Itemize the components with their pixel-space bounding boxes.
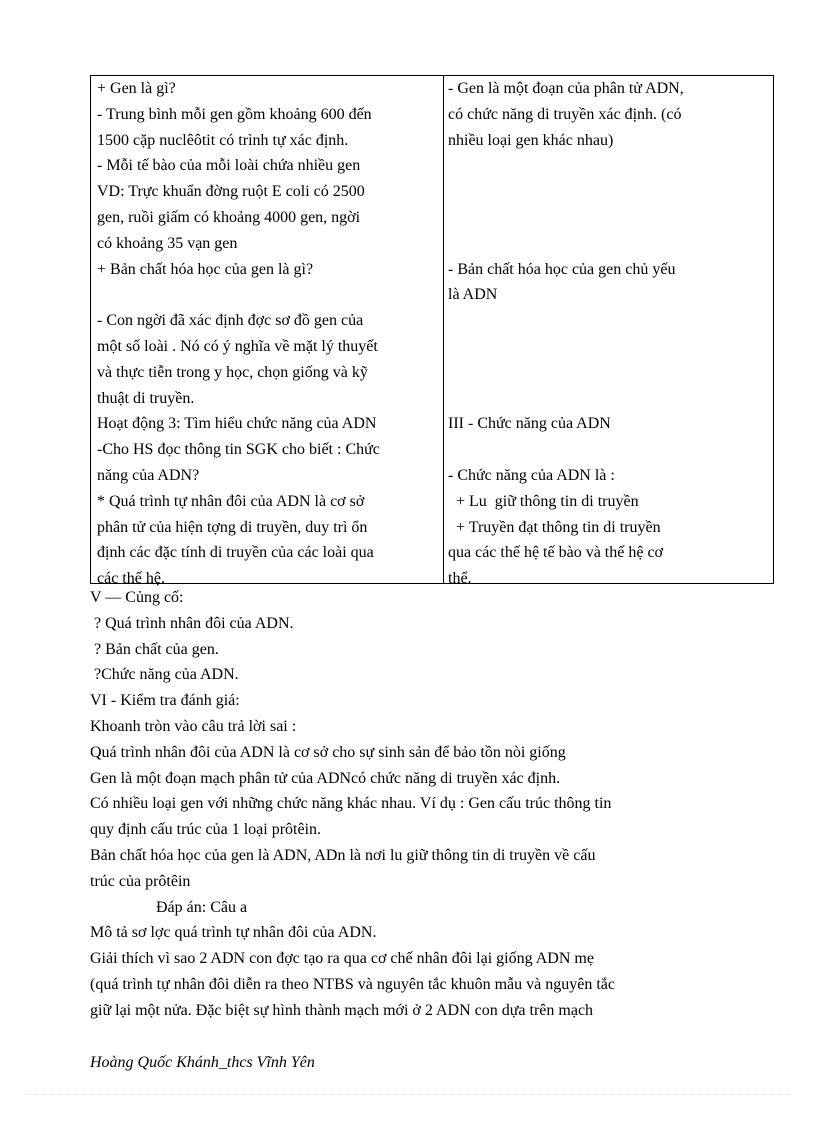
table-right-line (448, 231, 769, 257)
table-left-line: Hoạt động 3: Tìm hiểu chức năng của ADN (97, 415, 377, 433)
table-right-line: là ADN (448, 286, 498, 304)
table-left-line: - Mỗi tế bào của mỗi loài chứa nhiều gen (97, 157, 361, 175)
table-right-line: thể. (448, 570, 472, 588)
answer-option: Bản chất hóa học của gen là ADN, ADn là nơi lu giữ thông tin di truyền về cấu (90, 846, 596, 864)
table-left-line: và thực tiễn trong y học, chọn giống và kỹ (97, 363, 368, 381)
task-line: (quá trình tự nhân đôi diễn ra theo NTBS và nguyên tắc khuôn mẫu và nguyên tắc (90, 975, 615, 993)
table-right-line (448, 205, 769, 231)
table-left-line: - Trung bình mỗi gen gồm khoảng 600 đến (97, 105, 372, 123)
table-right-line (448, 153, 769, 179)
section-heading-consolidation: V — Củng cố: (90, 589, 184, 606)
document-body (90, 585, 730, 1024)
table-right-line: qua các thế hệ tế bào và thế hệ cơ (448, 544, 664, 562)
table-right-line (448, 308, 769, 334)
table-right-line: có chức năng di truyền xác định. (có (448, 105, 682, 123)
table-left-line: có khoảng 35 vạn gen (97, 234, 238, 252)
table-right-line (448, 437, 769, 463)
table-left-line: -Cho HS đọc thông tin SGK cho biết : Chức (97, 441, 380, 459)
table-right-line: III - Chức năng của ADN (448, 415, 611, 433)
task-line: Giải thích vì sao 2 ADN con đợc tạo ra qua cơ chế nhân đôi lại giống ADN mẹ (90, 950, 594, 968)
task-line: giữ lại một nửa. Đặc biệt sự hình thành mạch mới ở 2 ADN con dựa trên mạch (90, 1001, 594, 1019)
table-right-line: - Gen là một đoạn của phân tử ADN, (448, 80, 684, 97)
table-left-line: năng của ADN? (97, 466, 200, 484)
answer-option-continued: quy định cấu trúc của 1 loại prôtêin. (90, 821, 322, 839)
review-question: ?Chức năng của ADN. (90, 666, 239, 684)
section-heading-assessment: VI - Kiểm tra đánh giá: (90, 692, 240, 710)
answer-option: Gen là một đoạn mạch phân tử của ADNcó chức năng di truyền xác định. (90, 769, 561, 787)
table-right-line (448, 179, 769, 205)
answer-option: Có nhiều loại gen với những chức năng khác nhau. Ví dụ : Gen cấu trúc thông tin (90, 795, 612, 813)
page-bottom-divider (24, 1094, 792, 1095)
table-right-line (448, 334, 769, 360)
table-right-column (444, 76, 773, 588)
table-right-line: + Truyền đạt thông tin di truyền (448, 518, 661, 536)
table-right-line (448, 386, 769, 412)
table-right-line: - Chức năng của ADN là : (448, 466, 615, 484)
table-left-column (91, 76, 444, 588)
table-left-line: các thế hệ. (97, 570, 165, 588)
table-left-line: + Gen là gì? (97, 80, 176, 97)
table-right-line: nhiều loại gen khác nhau) (448, 131, 614, 149)
table-right-line: - Bản chất hóa học của gen chủ yếu (448, 260, 676, 278)
table-left-line: 1500 cặp nuclêôtit có trình tự xác định. (97, 131, 349, 149)
table-left-line (97, 282, 439, 308)
table-left-line: VD: Trực khuẩn đờng ruột E coli có 2500 (97, 183, 365, 201)
answer-option: Quá trình nhân đôi của ADN là cơ sở cho sự sinh sản để bảo tồn nòi giống (90, 743, 566, 761)
table-left-line: gen, ruồi giấm có khoảng 4000 gen, ngời (97, 208, 361, 226)
table-left-line: * Quá trình tự nhân đôi của ADN là cơ sở (97, 492, 365, 510)
table-left-line: - Con ngời đã xác định đợc sơ đồ gen của (97, 312, 364, 330)
table-right-line (448, 360, 769, 386)
table-left-line: định các đặc tính di truyền của các loài qua (97, 544, 374, 562)
answer-key: Đáp án: Câu a (156, 898, 248, 916)
review-question: ? Quá trình nhân đôi của ADN. (90, 614, 294, 632)
table-left-line: một số loài . Nó có ý nghĩa về mặt lý thuyết (97, 337, 378, 355)
page-footer: Hoàng Quốc Khánh_thcs Vĩnh Yên (90, 1054, 315, 1071)
table-left-line: phân tử của hiện tợng di truyền, duy trì ổn (97, 518, 368, 536)
review-question: ? Bản chất của gen. (90, 640, 219, 658)
table-left-line: thuật di truyền. (97, 389, 195, 407)
table-right-line: + Lu giữ thông tin di truyền (448, 492, 639, 510)
lesson-table (90, 75, 774, 588)
table-left-line: + Bản chất hóa học của gen là gì? (97, 260, 314, 278)
answer-option-continued: trúc của prôtêin (90, 872, 191, 890)
task-line: Mô tả sơ lợc quá trình tự nhân đôi của ADN. (90, 924, 377, 942)
instruction-line: Khoanh tròn vào câu trả lời sai : (90, 717, 297, 735)
